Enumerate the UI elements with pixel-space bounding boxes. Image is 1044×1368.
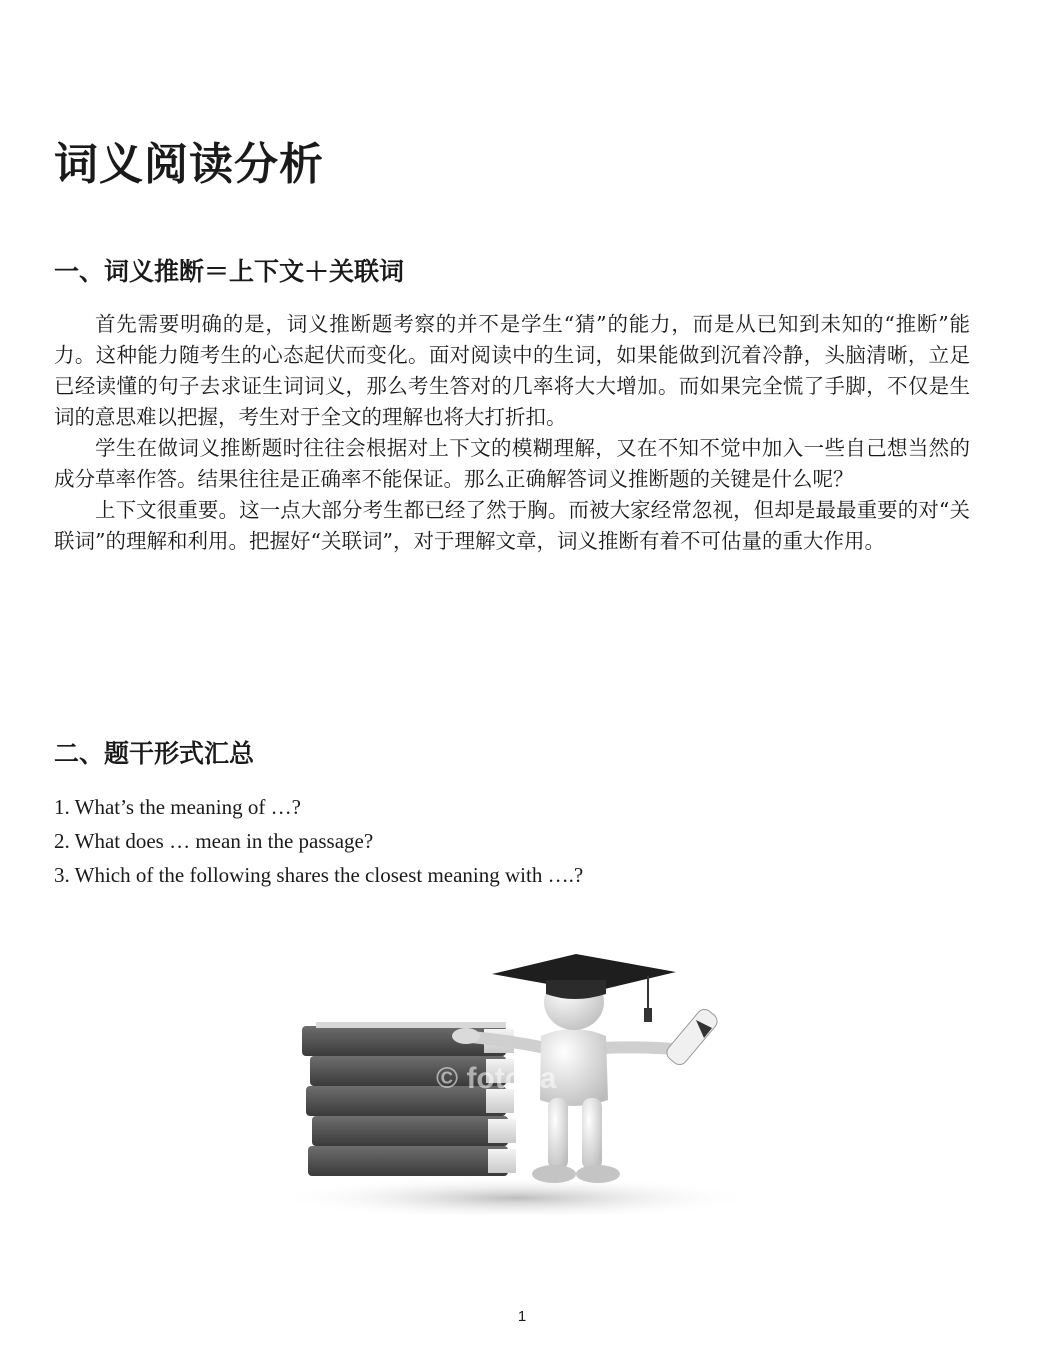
paragraph-3: 上下文很重要。这一点大部分考生都已经了然于胸。而被大家经常忽视，但却是最最重要的对“关联词”的理解和利用。把握好“关联词”，对于理解文章，词义推断有着不可估量的重大作用。	[54, 498, 970, 553]
question-form-list	[54, 790, 583, 892]
page-number: 1	[517, 1308, 527, 1325]
graduate-illustration	[256, 940, 746, 1215]
diploma-icon	[664, 1006, 721, 1068]
section-heading-2: 二、题干形式汇总	[54, 739, 255, 768]
section-1-body	[54, 309, 970, 557]
watermark: © fotolia	[436, 1062, 557, 1095]
list-item: 2. What does … mean in the passage?	[54, 829, 374, 853]
book-stack-icon	[302, 1022, 516, 1176]
paragraph-2: 学生在做词义推断题时往往会根据对上下文的模糊理解，又在不知不觉中加入一些自己想当然的成分草率作答。结果往往是正确率不能保证。那么正确解答词义推断题的关键是什么呢？	[54, 436, 970, 491]
floor-shadow	[276, 1176, 746, 1215]
list-item: 1. What’s the meaning of …?	[54, 795, 301, 819]
paragraph-1: 首先需要明确的是，词义推断题考察的并不是学生“猜”的能力，而是从已知到未知的“推断”能力。这种能力随考生的心态起伏而变化。面对阅读中的生词，如果能做到沉着冷静，头脑清晰，立足已经读懂的句子去求证生词词义，那么考生答对的几率将大大增加。而如果完全慌了手脚，不仅是生词的意思难以把握，考生对于全文的理解也将大打折扣。	[54, 312, 970, 429]
section-heading-1: 一、词义推断＝上下文＋关联词	[54, 257, 405, 286]
list-item: 3. Which of the following shares the closest meaning with ….?	[54, 863, 584, 887]
page-title: 词义阅读分析	[54, 139, 324, 190]
